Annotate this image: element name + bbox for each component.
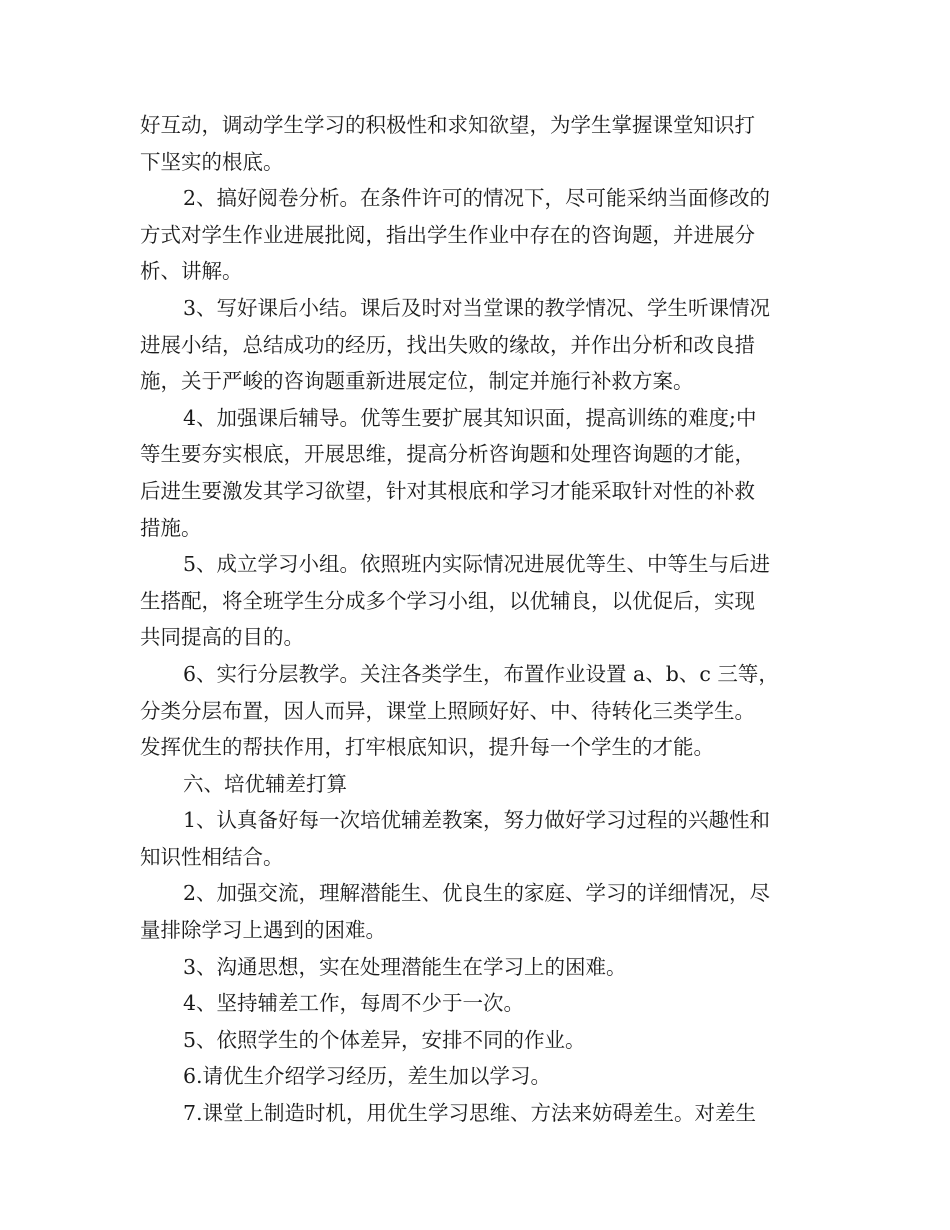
- text-line: 等生要夯实根底，开展思维，提高分析咨询题和处理咨询题的才能，: [140, 442, 755, 467]
- text-line: 发挥优生的帮扶作用，打牢根底知识，提升每一个学生的才能。: [140, 735, 714, 760]
- text-line: 3、沟通思想，实在处理潜能生在学习上的困难。: [183, 954, 627, 979]
- text-line: 5、依照学生的个体差异，安排不同的作业。: [183, 1027, 586, 1052]
- text-line: 4、加强课后辅导。优等生要扩展其知识面，提高训练的难度;中: [183, 405, 757, 430]
- text-line: 进展小结，总结成功的经历，找出失败的缘故，并作出分析和改良措: [140, 332, 755, 357]
- text-line: 好互动，调动学生学习的积极性和求知欲望，为学生掌握课堂知识打: [140, 113, 755, 137]
- text-line: 6、实行分层教学。关注各类学生，布置作业设置 a、b、c 三等，: [183, 661, 779, 686]
- document-body: [140, 107, 812, 1132]
- text-line: 析、讲解。: [140, 259, 243, 284]
- text-line: 共同提高的目的。: [140, 625, 304, 650]
- text-line: 5、成立学习小组。依照班内实际情况进展优等生、中等生与后进: [183, 552, 771, 577]
- text-line: 2、加强交流，理解潜能生、优良生的家庭、学习的详细情况，尽: [183, 881, 771, 906]
- text-line: 措施。: [140, 515, 202, 540]
- text-line: 6.请优生介绍学习经历，差生加以学习。: [183, 1064, 552, 1089]
- text-line: 7.课堂上制造时机，用优生学习思维、方法来妨碍差生。对差生: [183, 1101, 757, 1126]
- text-line: 1、认真备好每一次培优辅差教案，努力做好学习过程的兴趣性和: [183, 808, 771, 833]
- text-line: 3、写好课后小结。课后及时对当堂课的教学情况、学生听课情况: [183, 295, 771, 320]
- text-line: 2、搞好阅卷分析。在条件许可的情况下，尽可能采纳当面修改的: [183, 186, 771, 211]
- text-line: 分类分层布置，因人而异，课堂上照顾好好、中、待转化三类学生。: [140, 698, 755, 723]
- text-line: 后进生要激发其学习欲望，针对其根底和学习才能采取针对性的补救: [140, 478, 755, 503]
- text-line: 量排除学习上遇到的困难。: [140, 918, 386, 943]
- text-line: 4、坚持辅差工作，每周不少于一次。: [183, 991, 525, 1016]
- text-line: 知识性相结合。: [140, 844, 284, 869]
- text-line: 生搭配，将全班学生分成多个学习小组，以优辅良，以优促后，实现: [140, 588, 755, 613]
- text-line: 六、培优辅差打算: [183, 771, 347, 796]
- text-line: 下坚实的根底。: [140, 149, 284, 174]
- text-line: 方式对学生作业进展批阅，指出学生作业中存在的咨询题，并进展分: [140, 222, 755, 247]
- text-line: 施，关于严峻的咨询题重新进展定位，制定并施行补救方案。: [140, 369, 694, 394]
